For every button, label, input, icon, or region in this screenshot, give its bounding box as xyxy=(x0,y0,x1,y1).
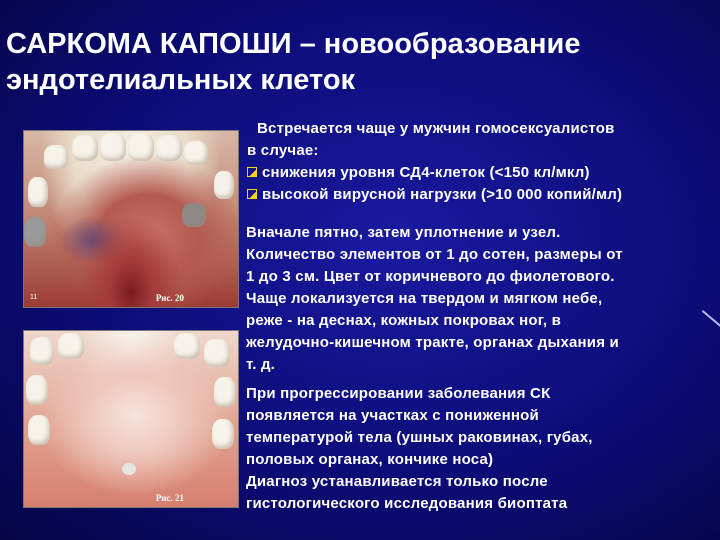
progression-line: температурой тела (ушных раковинах, губах, xyxy=(246,429,593,446)
oral-photo-figure-20 xyxy=(23,130,239,308)
description-line: Чаще локализуется на твердом и мягком небе, xyxy=(246,290,603,307)
description-line: реже - на деснах, кожных покровах ног, в xyxy=(246,312,562,329)
figure-caption: Рис. 20 xyxy=(155,293,184,303)
progression-paragraph xyxy=(246,383,696,515)
figure-corner-number: 11 xyxy=(30,294,38,301)
tooth-shape xyxy=(156,135,182,161)
progression-line: гистологического исследования биоптата xyxy=(246,495,568,512)
tooth-shape xyxy=(30,337,54,365)
progression-line: При прогрессировании заболевания СК xyxy=(246,385,551,402)
checkbox-square-icon xyxy=(247,189,257,199)
tooth-shape xyxy=(214,171,234,199)
figure-caption: Рис. 21 xyxy=(155,493,184,503)
tooth-shape xyxy=(72,135,98,161)
bullet-text: снижения уровня СД4-клеток (<150 кл/мкл) xyxy=(262,164,590,181)
tooth-shape xyxy=(100,133,126,161)
tooth-shape xyxy=(174,333,200,359)
tooth-shape xyxy=(58,333,84,359)
lesion-spot-shape xyxy=(122,463,136,475)
description-line: Количество элементов от 1 до сотен, размеры от xyxy=(246,246,623,263)
tooth-shape xyxy=(44,145,68,169)
description-line: т. д. xyxy=(246,356,276,373)
tooth-shape xyxy=(28,177,48,207)
bullet-item xyxy=(247,162,707,184)
metal-crown-shape xyxy=(182,203,206,227)
tooth-shape xyxy=(28,415,50,445)
tooth-shape xyxy=(212,419,234,449)
bullet-text: высокой вирусной нагрузки (>10 000 копий/мл) xyxy=(262,186,623,203)
checkbox-square-icon xyxy=(247,167,257,177)
progression-line: половых органах, кончике носа) xyxy=(246,451,494,468)
intro-line-1: Встречается чаще у мужчин гомосексуалистов xyxy=(257,120,615,137)
progression-line: появляется на участках с пониженной xyxy=(246,407,539,424)
tooth-shape xyxy=(204,339,230,367)
intro-line-2: в случае: xyxy=(247,142,319,159)
progression-line: Диагноз устанавливается только после xyxy=(246,473,548,490)
bullet-item xyxy=(247,184,707,206)
description-line: 1 до 3 см. Цвет от коричневого до фиолетового. xyxy=(246,268,615,285)
tooth-shape xyxy=(128,133,154,161)
tooth-shape xyxy=(214,377,236,407)
tooth-shape xyxy=(184,141,208,165)
decorative-line xyxy=(702,310,720,331)
description-line: желудочно-кишечном тракте, органах дыхания и xyxy=(246,334,619,351)
description-line: Вначале пятно, затем уплотнение и узел. xyxy=(246,224,561,241)
slide-title-line-2: эндотелиальных клеток xyxy=(6,64,356,96)
tooth-shape xyxy=(26,375,48,405)
intro-paragraph xyxy=(247,118,707,206)
oral-photo-figure-21 xyxy=(23,330,239,508)
metal-crown-shape xyxy=(24,217,46,247)
description-paragraph xyxy=(246,222,696,376)
slide-title-line-1: САРКОМА КАПОШИ – новообразование xyxy=(6,28,581,60)
slide-title xyxy=(6,26,706,98)
